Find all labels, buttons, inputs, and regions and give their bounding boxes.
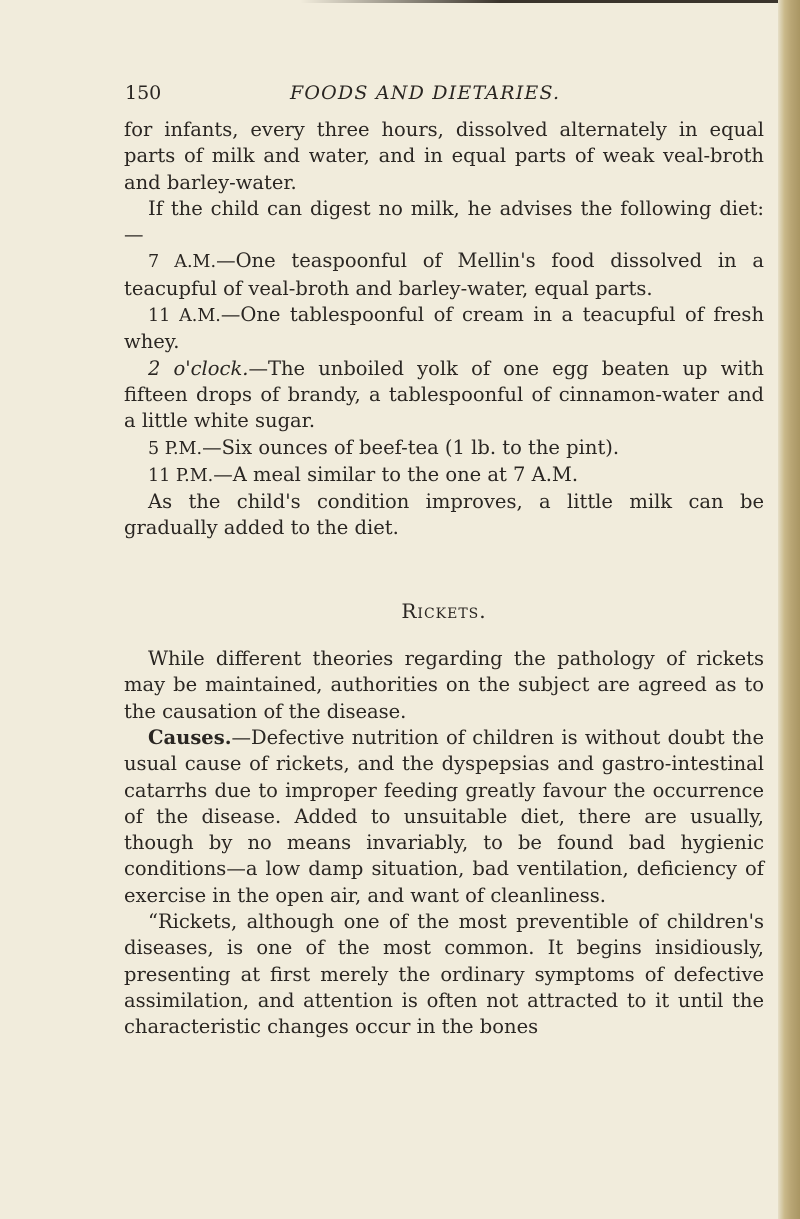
paragraph: “Rickets, although one of the most preventible of children's diseases, is one of the most common. It begins insidiously, presenting at first merely the ordinary symptoms of defective assimilation, and attention is often not attracted to it until the characteristic changes occur in the bones	[124, 910, 764, 1039]
diet-entry	[124, 248, 764, 302]
page-number: 150	[125, 82, 162, 104]
paragraph: While different theories regarding the pathology of rickets may be maintained, authorities on the subject are agreed as to the causation of the disease.	[124, 647, 764, 723]
diet-text: —The unboiled yolk of one egg beaten up with fifteen drops of brandy, a tablespoonful of cinnamon-water and a little white sugar.	[124, 356, 764, 433]
diet-text: —A meal similar to the one at 7 A.M.	[213, 462, 579, 486]
diet-entry	[124, 462, 764, 489]
diet-time: 11 A.M.	[148, 306, 221, 327]
paragraph: If the child can digest no milk, he advises the following diet:—	[124, 196, 764, 247]
page-top-border	[300, 0, 800, 3]
paragraph: As the child's condition improves, a little milk can be gradually added to the diet.	[124, 490, 764, 540]
diet-time: 7 A.M.	[148, 252, 217, 273]
diet-time: 2 o'clock.	[148, 356, 249, 380]
page-binding-edge	[778, 0, 800, 1219]
paragraph	[124, 725, 764, 909]
diet-entry	[124, 356, 764, 435]
diet-entry	[124, 302, 764, 356]
diet-text: —Six ounces of beef-tea (1 lb. to the pint).	[202, 435, 620, 459]
diet-text: —One teaspoonful of Mellin's food dissolved in a teacupful of veal-broth and barley-water, equal parts.	[124, 249, 765, 300]
running-title: FOODS AND DIETARIES.	[290, 82, 561, 104]
causes-label: Causes.	[148, 725, 232, 749]
diet-time: 5 P.M.	[148, 438, 203, 459]
diet-text: —One tablespoonful of cream in a teacupful of fresh whey.	[124, 303, 765, 354]
body-text	[124, 117, 764, 1041]
section-heading: Rickets.	[401, 598, 487, 623]
paragraph: for infants, every three hours, dissolved alternately in equal parts of milk and water, and in equal parts of weak veal-broth and barley-water.	[124, 118, 764, 194]
diet-entry	[124, 435, 764, 462]
causes-text: —Defective nutrition of children is without doubt the usual cause of rickets, and the dyspepsias and gastro-intestinal catarrhs due to improper feeding greatly favour the occurrence of the disease. Added to unsuitable diet, there are usually, though by no means invariably, to be found bad hygienic conditions—a low damp situation, bad ventilation, deficiency of exercise in the open air, and want of cleanliness.	[124, 725, 764, 907]
diet-time: 11 P.M.	[148, 465, 214, 486]
page-header	[125, 78, 625, 108]
